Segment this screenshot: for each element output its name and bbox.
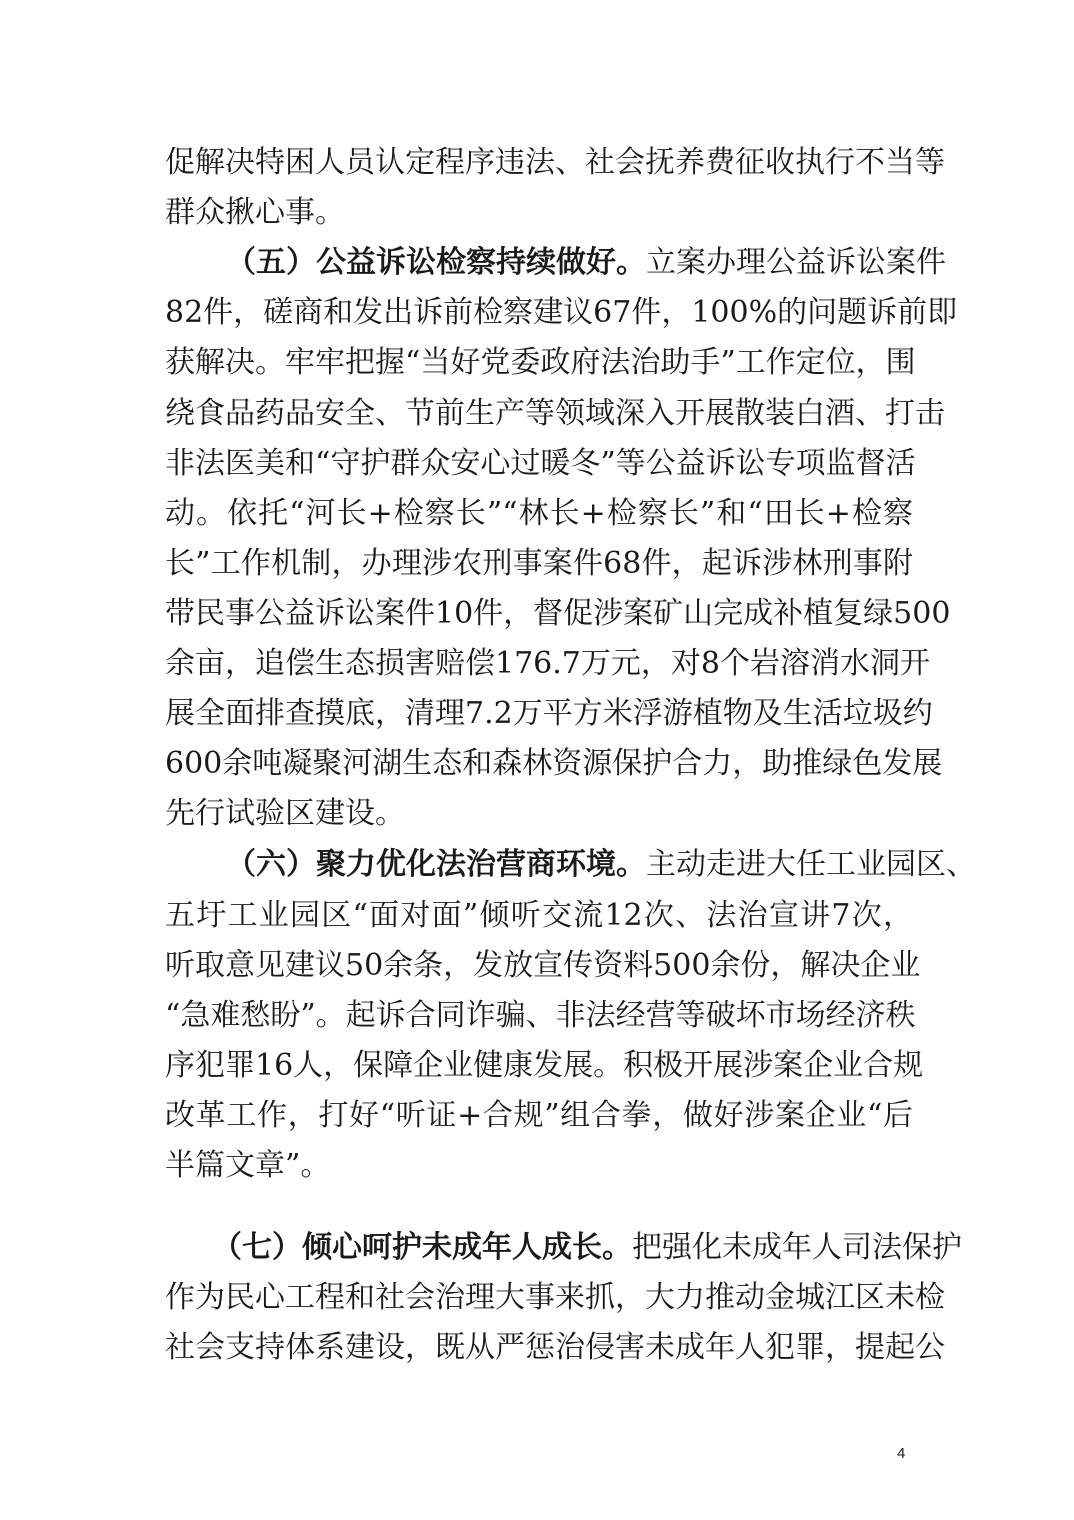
text-line: 带民事公益诉讼案件10件，督促涉案矿山完成补植复绿500 [165, 596, 951, 631]
text-line: 序犯罪16人，保障企业健康发展。积极开展涉案企业合规 [165, 1048, 924, 1083]
text-line: 动。依托“河长+检察长”“林长+检察长”和“田长+检察 [165, 496, 913, 531]
text-line: 获解决。牢牢把握“当好党委政府法治助手”工作定位，围 [165, 345, 916, 380]
section-heading-7: （七）倾心呵护未成年人成长。把强化未成年人司法保护 [212, 1230, 962, 1265]
text-line: 社会支持体系建设，既从严惩治侵害未成年人犯罪，提起公 [165, 1330, 945, 1365]
text-line: 五圩工业园区“面对面”倾听交流12次、法治宣讲7次， [165, 898, 913, 933]
text-line: 半篇文章”。 [165, 1148, 331, 1183]
text-line: 余亩，追偿生态损害赔偿176.7万元，对8个岩溶消水洞开 [165, 646, 930, 681]
page-number: 4 [897, 1445, 906, 1462]
text-line: 先行试验区建设。 [165, 796, 405, 831]
text-line: 促解决特困人员认定程序违法、社会抚养费征收执行不当等 [165, 145, 945, 180]
text-line: “急难愁盼”。起诉合同诈骗、非法经营等破坏市场经济秩 [165, 998, 916, 1033]
section-heading-5: （五）公益诉讼检察持续做好。立案办理公益诉讼案件 [226, 245, 946, 280]
text-line: 展全面排查摸底，清理7.2万平方米浮游植物及生活垃圾约 [165, 696, 933, 731]
text-line: 600余吨凝聚河湖生态和森林资源保护合力，助推绿色发展 [165, 746, 943, 781]
section-heading-6: （六）聚力优化法治营商环境。主动走进大任工业园区、 [226, 847, 976, 882]
text-line: 绕食品药品安全、节前生产等领域深入开展散装白酒、打击 [165, 396, 945, 431]
text-line: 改革工作，打好“听证+合规”组合拳，做好涉案企业“后 [165, 1098, 913, 1133]
text-line: 作为民心工程和社会治理大事来抓，大力推动金城江区未检 [165, 1280, 945, 1315]
text-line: 长”工作机制，办理涉农刑事案件68件，起诉涉林刑事附 [165, 546, 913, 581]
text-line: 82件，磋商和发出诉前检察建议67件，100%的问题诉前即 [165, 295, 958, 330]
text-line: 听取意见建议50余条，发放宣传资料500余份，解决企业 [165, 948, 921, 983]
text-line: 群众揪心事。 [165, 195, 345, 230]
text-line: 非法医美和“守护群众安心过暖冬”等公益诉讼专项监督活 [165, 446, 916, 481]
